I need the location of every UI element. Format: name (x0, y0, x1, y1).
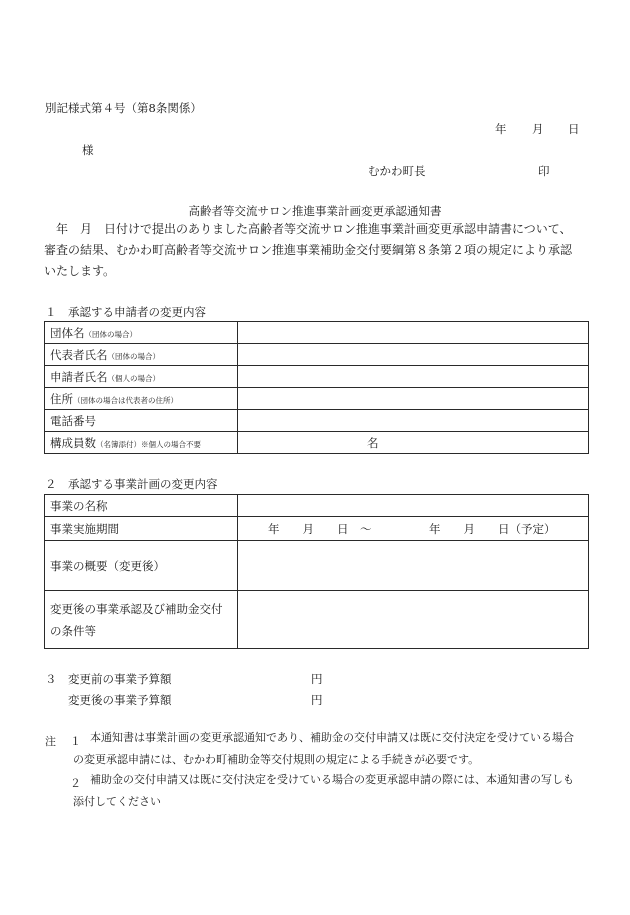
table-row (45, 322, 589, 344)
note-1-number: １ (70, 735, 81, 748)
budget-after-unit: 円 (311, 693, 323, 707)
row-label: 事業実施期間 (45, 517, 238, 541)
table-row (45, 410, 589, 432)
notes-marker: 注 (45, 735, 56, 748)
plan-table (44, 494, 589, 649)
table-row (45, 366, 589, 388)
body-text (44, 219, 590, 282)
row-label: 代表者氏名（団体の場合） (45, 344, 238, 366)
document-title: 高齢者等交流サロン推進事業計画変更承認通知書 (188, 204, 442, 218)
table-row (45, 432, 589, 454)
table-row (45, 517, 589, 541)
date-month: 月 (532, 122, 544, 136)
table-row (45, 344, 589, 366)
note-2-number: ２ (70, 777, 81, 790)
row-value (238, 388, 589, 410)
issuer-name: むかわ町長 (368, 164, 426, 178)
row-value (238, 322, 589, 344)
budget-before-label: 変更前の事業予算額 (68, 672, 172, 686)
table-row (45, 495, 589, 517)
body-line-3: いたします。 (44, 264, 116, 278)
row-value (238, 591, 589, 649)
row-value (238, 344, 589, 366)
note-1: 本通知書は事業計画の変更承認通知であり、補助金の交付申請又は既に交付決定を受けている場合 の変更承認申請には、むかわ町補助金等交付規則の規定による手続きが必要です。 (73, 731, 574, 766)
table-row (45, 388, 589, 410)
row-label: 住所（団体の場合は代表者の住所） (45, 388, 238, 410)
row-label: 変更後の事業承認及び補助金交付 の条件等 (45, 591, 238, 649)
table-row (45, 541, 589, 591)
budget-after-label: 変更後の事業予算額 (68, 693, 172, 707)
note-2: 補助金の交付申請又は既に交付決定を受けている場合の変更承認申請の際には、本通知書の写しも 添付してください (73, 773, 574, 808)
row-value (238, 495, 589, 517)
row-label: 団体名（団体の場合） (45, 322, 238, 344)
section1-heading: １ 承認する申請者の変更内容 (45, 305, 206, 319)
form-number: 別記様式第４号（第8条関係） (45, 101, 202, 115)
addressee-suffix: 様 (82, 143, 94, 157)
period-value: 年 月 日 ～ 年 月 日（予定） (238, 517, 589, 541)
row-label: 事業の概要（変更後） (45, 541, 238, 591)
body-line-2: 審査の結果、むかわ町高齢者等交流サロン推進事業補助金交付要綱第８条第２項の規定により承認 (44, 243, 573, 257)
applicant-table (44, 321, 589, 454)
row-value (238, 366, 589, 388)
date-year: 年 (495, 122, 507, 136)
seal-mark: 印 (538, 164, 550, 178)
row-label: 構成員数（名簿添付）※個人の場合不要 (45, 432, 238, 454)
budget-before-unit: 円 (311, 672, 323, 686)
row-label: 申請者氏名（個人の場合） (45, 366, 238, 388)
body-line-1: 年 月 日付けで提出のありました高齢者等交流サロン推進事業計画変更承認申請書について、 (44, 222, 572, 236)
section3-number: ３ (45, 672, 57, 686)
date-day: 日 (568, 122, 580, 136)
table-row (45, 591, 589, 649)
member-count-value: 名 (238, 432, 589, 454)
row-value (238, 410, 589, 432)
section2-heading: ２ 承認する事業計画の変更内容 (45, 477, 218, 491)
row-label: 電話番号 (45, 410, 238, 432)
row-label: 事業の名称 (45, 495, 238, 517)
row-value (238, 541, 589, 591)
